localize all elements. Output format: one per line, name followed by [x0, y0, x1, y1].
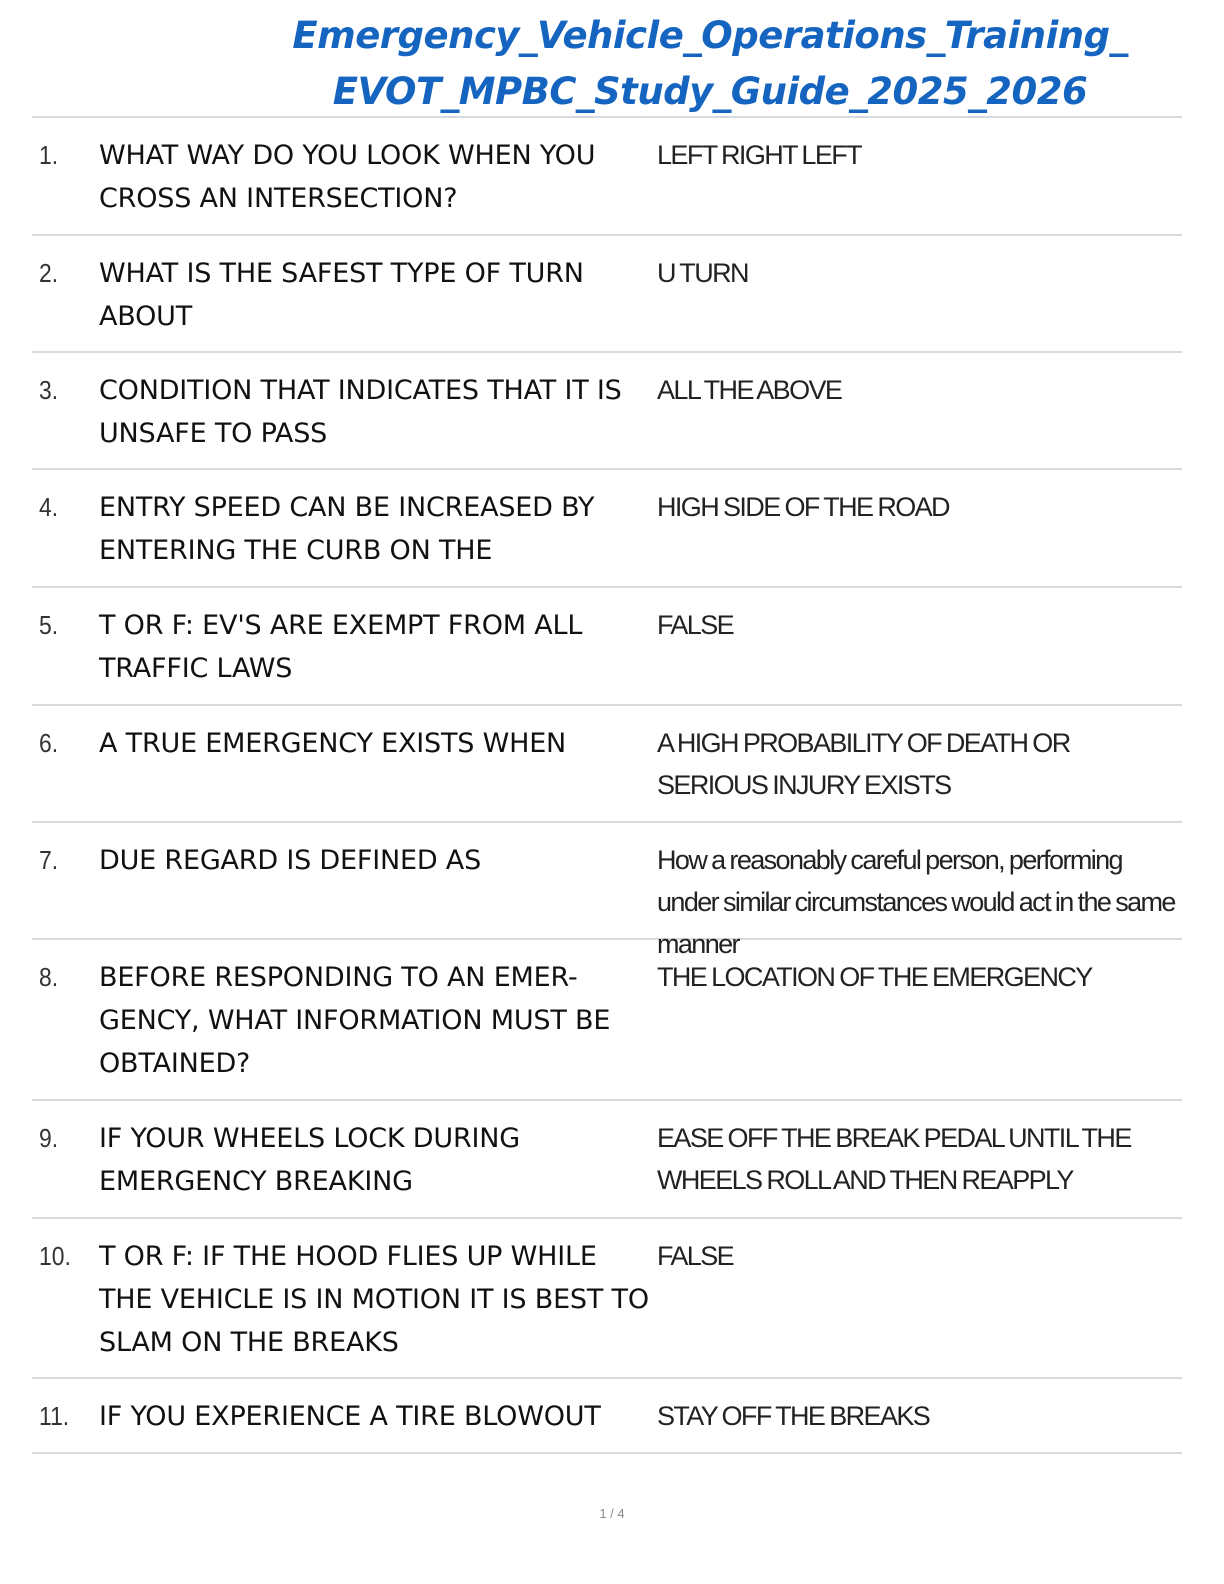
flashcard-row [32, 1219, 1182, 1379]
flashcard-row [32, 1101, 1182, 1219]
card-definition: How a reasonably careful person, performing under similar circumstances would act in the same manner [657, 845, 1175, 959]
flashcard-list [32, 116, 1182, 1454]
card-definition: HIGH SIDE OF THE ROAD [657, 492, 949, 522]
card-term: IF YOUR WHEELS LOCK DURING EMERGENCY BREAKING [99, 1123, 520, 1197]
card-term: CONDITION THAT INDICATES THAT IT IS UNSAFE TO PASS [99, 375, 622, 449]
card-definition: FALSE [657, 610, 734, 640]
card-definition: U TURN [657, 258, 748, 288]
card-number: 4. [39, 492, 59, 522]
card-term: T OR F: EV'S ARE EXEMPT FROM ALL TRAFFIC LAWS [99, 610, 583, 684]
card-number: 6. [39, 728, 59, 758]
flashcard-row [32, 118, 1182, 236]
card-term: T OR F: IF THE HOOD FLIES UP WHILE THE VEHICLE IS IN MOTION IT IS BEST TO SLAM ON THE BREAKS [99, 1241, 649, 1358]
flashcard-row [32, 588, 1182, 706]
card-number: 2. [39, 258, 59, 288]
card-number: 11. [39, 1401, 70, 1431]
document-title [240, 8, 1180, 120]
flashcard-row [32, 1379, 1182, 1454]
card-definition: STAY OFF THE BREAKS [657, 1401, 930, 1431]
flashcard-row [32, 236, 1182, 353]
card-term: BEFORE RESPONDING TO AN EMER- GENCY, WHAT INFORMATION MUST BE OBTAINED? [99, 962, 611, 1079]
card-term: WHAT IS THE SAFEST TYPE OF TURN ABOUT [99, 258, 584, 332]
card-number: 10. [39, 1241, 71, 1271]
card-number: 3. [39, 375, 59, 405]
card-term: IF YOU EXPERIENCE A TIRE BLOWOUT [99, 1401, 601, 1432]
card-number: 8. [39, 962, 59, 992]
card-definition: ALL THE ABOVE [657, 375, 842, 405]
card-term: DUE REGARD IS DEFINED AS [99, 845, 482, 876]
card-term: WHAT WAY DO YOU LOOK WHEN YOU CROSS AN INTERSECTION? [99, 140, 596, 214]
card-number: 9. [39, 1123, 59, 1153]
card-definition: LEFT RIGHT LEFT [657, 140, 862, 170]
title-line-1: Emergency_Vehicle_Operations_Training_ [292, 14, 1128, 57]
card-term: ENTRY SPEED CAN BE INCREASED BY ENTERING THE CURB ON THE [99, 492, 595, 566]
card-definition: EASE OFF THE BREAK PEDAL UNTIL THE WHEELS ROLL AND THEN REAPPLY [657, 1123, 1131, 1195]
card-number: 7. [39, 845, 59, 875]
card-definition: A HIGH PROBABILITY OF DEATH OR SERIOUS INJURY EXISTS [657, 728, 1070, 800]
flashcard-row [32, 823, 1182, 959]
card-definition: THE LOCATION OF THE EMERGENCY [657, 962, 1092, 992]
card-term: A TRUE EMERGENCY EXISTS WHEN [99, 728, 567, 759]
page-indicator: 1 / 4 [599, 1506, 625, 1521]
card-definition: FALSE [657, 1241, 734, 1271]
flashcard-row [32, 706, 1182, 823]
card-number: 1. [39, 140, 59, 170]
title-line-2: EVOT_MPBC_Study_Guide_2025_2026 [332, 70, 1088, 113]
card-number: 5. [39, 610, 59, 640]
flashcard-row [32, 470, 1182, 588]
flashcard-row [32, 940, 1182, 1101]
flashcard-row [32, 353, 1182, 470]
